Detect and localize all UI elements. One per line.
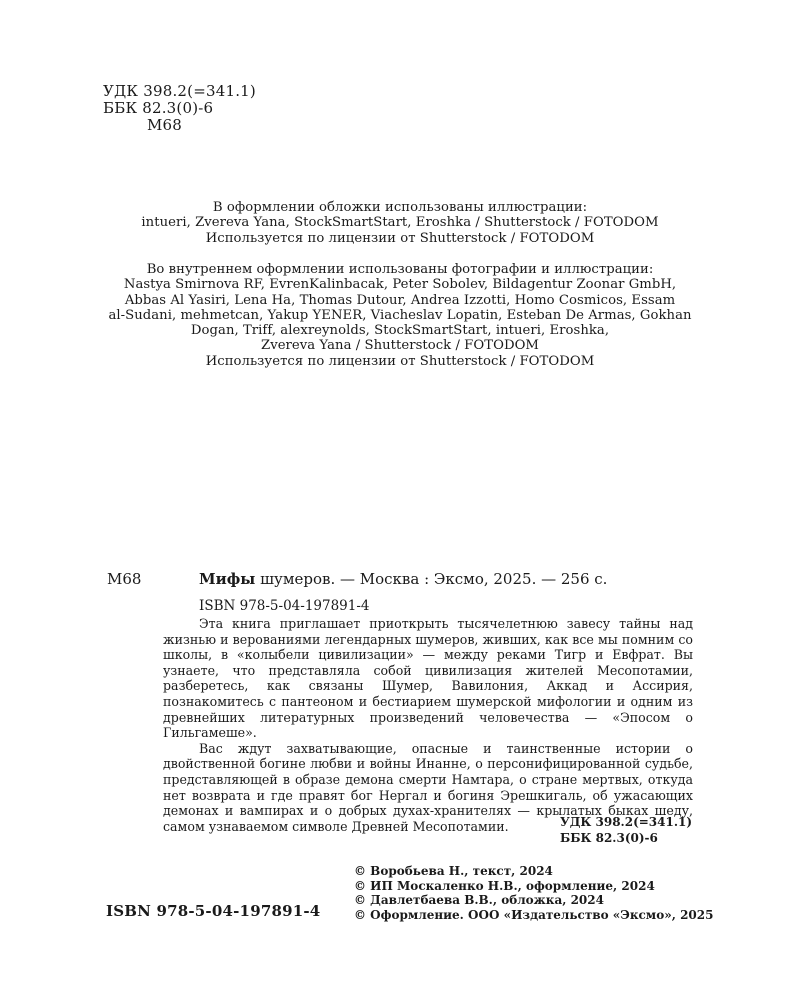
annotation-paragraph: Вас ждут захватывающие, опасные и таинственные истории о двойственной богине любви и войны Инанне, о персонифицированной судьбе, представляющей в образе демона смерти Намтара, о стране мертвых, откуда нет возврата и где правят бог Нергал и богиня Эрешкигаль, об ужасающих демонах и вампирах и о добрых духах-хранителях — крылатых быках шеду, самом узнаваемом символе Древней Месопотамии.	[163, 740, 693, 834]
interior-credits-line: Dogan, Triff, alexreynolds, StockSmartStart, intueri, Eroshka,	[190, 323, 610, 339]
copyright-line: © Давлетбаева В.В., обложка, 2024	[354, 893, 604, 908]
cover-credits-line: intueri, Zvereva Yana, StockSmartStart, Eroshka / Shutterstock / FOTODOM	[141, 215, 659, 231]
interior-credits-line: Abbas Al Yasiri, Lena Ha, Thomas Dutour, Andrea Izzotti, Homo Cosmicos, Essam	[124, 292, 676, 308]
cover-credits-line: В оформлении обложки использованы иллюстрации:	[212, 200, 588, 215]
bib-title-bold: Мифы	[199, 570, 256, 588]
annotation	[163, 616, 693, 834]
interior-credits-line: al-Sudani, mehmetcan, Yakup YENER, Viacheslav Lopatin, Esteban De Armas, Gokhan	[108, 307, 692, 323]
bbk-code: ББК 82.3(0)-6	[103, 99, 214, 117]
copyright-block	[354, 864, 713, 922]
bib-title-rest: шумеров. — Москва : Эксмо, 2025. — 256 с.	[255, 570, 608, 588]
bib-author-sign: М68	[107, 570, 142, 588]
codes-right	[560, 814, 692, 846]
interior-credits-line: Во внутреннем оформлении использованы фотографии и иллюстрации:	[146, 262, 654, 277]
isbn-bottom: ISBN 978-5-04-197891-4	[106, 902, 321, 920]
bib-isbn: ISBN 978-5-04-197891-4	[199, 598, 370, 614]
author-sign: М68	[147, 116, 183, 134]
udk-code: УДК 398.2(=341.1)	[103, 82, 256, 100]
interior-credits-line: Используется по лицензии от Shutterstock / FOTODOM	[205, 353, 595, 369]
annotation-paragraph: Эта книга приглашает приоткрыть тысячелетнюю завесу тайны над жизнью и верованиями легендарных шумеров, живших, как все мы помним со школы, в «колыбели цивилизации» — между реками Тигр и Евфрат. Вы узнаете, что представляла собой цивилизация жителей Месопотамии, разберетесь, как связаны Шумер, Вавилония, Аккад и Ассирия, познакомитесь с пантеоном и бестиарием шумерской мифологии и одним из древнейших литературных произведений человечества — «Эпосом о Гильгамеше».	[163, 616, 693, 741]
copyright-line: © Оформление. ООО «Издательство «Эксмо», 2025	[354, 907, 714, 922]
interior-credits	[100, 262, 700, 369]
cover-credits-line: Используется по лицензии от Shutterstock / FOTODOM	[205, 230, 595, 246]
copyright-line: © ИП Москаленко Н.В., оформление, 2024	[354, 878, 655, 893]
codes-right-udk: УДК 398.2(=341.1)	[560, 815, 693, 829]
bib-heading	[199, 570, 607, 588]
interior-credits-line: Zvereva Yana / Shutterstock / FOTODOM	[260, 338, 539, 354]
interior-credits-line: Nastya Smirnova RF, EvrenKalinbacak, Peter Sobolev, Bildagentur Zoonar GmbH,	[123, 277, 677, 293]
cover-credits	[100, 200, 700, 246]
copyright-line: © Воробьева Н., текст, 2024	[354, 864, 553, 878]
codes-right-bbk: ББК 82.3(0)-6	[560, 831, 658, 845]
